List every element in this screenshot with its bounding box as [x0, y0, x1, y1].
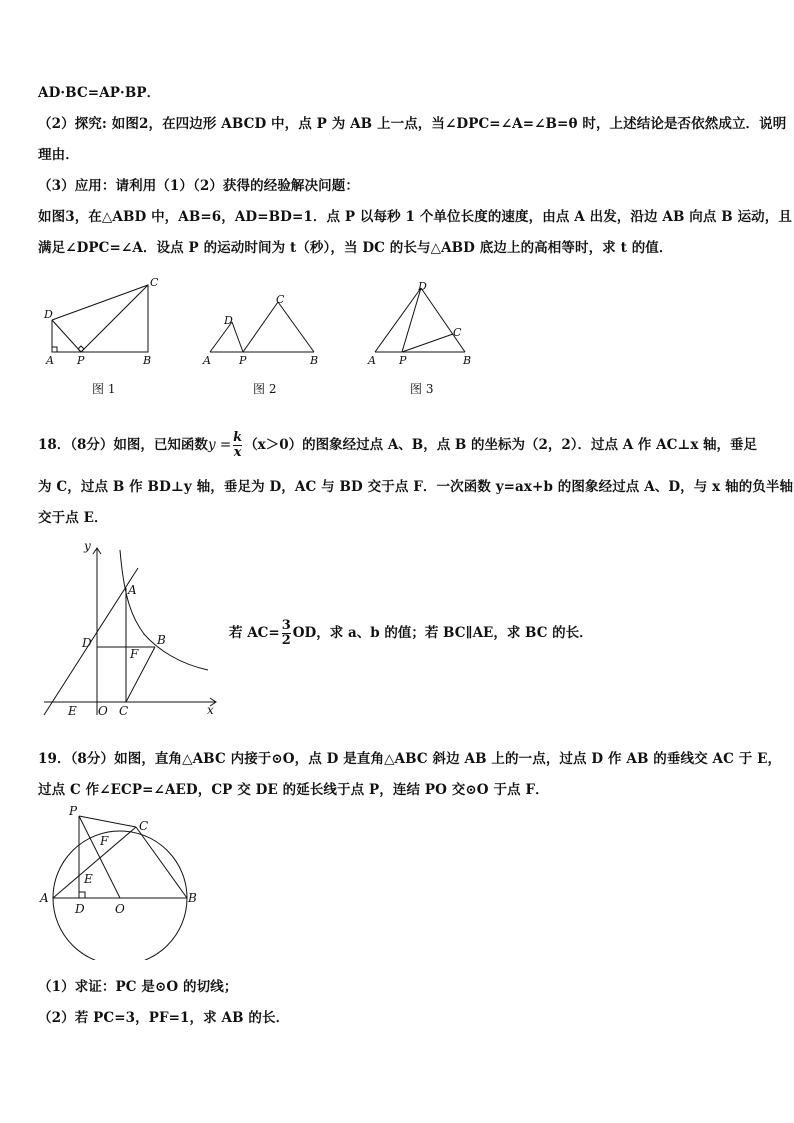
q18-line-1	[38, 431, 757, 460]
graph-label-o: O	[98, 704, 108, 718]
q18-rest: （x＞0）的图象经过点 A、B，点 B 的坐标为（2，2）．过点 A 作 AC⊥x 轴，垂足	[244, 437, 758, 453]
q18-line-3: 交于点 E．	[38, 510, 108, 526]
fig1-caption: 图 1	[92, 382, 116, 396]
text-line-6: 满足∠DPC=∠A．设点 P 的运动时间为 t（秒），当 DC 的长与△ABD 底边上的高相等时，求 t 的值．	[38, 240, 673, 256]
q19-line-1: 19．（8分）如图，直角△ABC 内接于⊙O，点 D 是直角△ABC 斜边 AB 上的一点，过点 D 作 AB 的垂线交 AC 于 E，	[38, 751, 782, 767]
fig2-label-d: D	[224, 314, 233, 327]
q18-side-intro: 若 AC=	[229, 625, 280, 641]
fig3-label-p: P	[399, 354, 407, 367]
q18-intro: 18．（8分）如图，已知函数	[38, 437, 208, 453]
circle-label-a: A	[40, 891, 49, 905]
fig1-label-d: D	[44, 308, 53, 321]
function-graph	[40, 538, 225, 720]
fig2-label-c: C	[276, 293, 285, 306]
circle-label-f: F	[100, 834, 109, 848]
graph-label-x: x	[207, 703, 214, 717]
text-line-4: （3）应用：请利用（1）（2）获得的经验解决问题：	[38, 178, 359, 194]
fig3-caption: 图 3	[410, 382, 434, 396]
q18-y-equals: y =	[207, 437, 232, 453]
q19-line-2: 过点 C 作∠ECP=∠AED，CP 交 DE 的延长线于点 P，连结 PO 交⊙O 于点 F．	[38, 782, 549, 798]
graph-label-a: A	[128, 583, 137, 597]
circle-label-o: O	[115, 902, 125, 916]
graph-label-e: E	[68, 704, 77, 718]
circle-label-b: B	[188, 891, 197, 905]
fig2-caption: 图 2	[253, 382, 277, 396]
fig1-label-p: P	[77, 354, 85, 367]
q18-side-fraction	[282, 619, 291, 648]
graph-label-d: D	[82, 636, 92, 650]
fig3-label-d: D	[418, 280, 427, 293]
fig2-label-p: P	[239, 354, 247, 367]
q18-fraction	[233, 431, 242, 460]
q18-side-den: 2	[281, 633, 291, 648]
q19-part-2: （2）若 PC=3，PF=1，求 AB 的长．	[38, 1010, 290, 1026]
q18-line-2: 为 C，过点 B 作 BD⊥y 轴，垂足为 D，AC 与 BD 交于点 F．一次函数 y=ax+b 的图象经过点 A、D，与 x 轴的负半轴	[38, 479, 794, 495]
fig1-label-c: C	[150, 276, 159, 289]
fig1-label-b: B	[143, 354, 152, 367]
fig3-label-c: C	[453, 326, 462, 339]
graph-label-f: F	[130, 647, 139, 661]
circle-figure	[36, 800, 206, 960]
graph-label-b: B	[157, 633, 166, 647]
graph-label-c: C	[119, 704, 129, 718]
circle-label-e: E	[84, 872, 93, 886]
q18-side-rest: OD，求 a、b 的值；若 BC∥AE，求 BC 的长．	[292, 625, 593, 641]
fig2-label-a: A	[203, 354, 211, 367]
text-line-3: 理由．	[38, 147, 79, 163]
fig3-label-b: B	[463, 354, 472, 367]
circle-label-p: P	[69, 804, 78, 818]
q18-side-num: 3	[281, 618, 291, 633]
q18-frac-num: k	[233, 430, 243, 445]
text-line-5: 如图3，在△ABD 中，AB=6，AD=BD=1．点 P 以每秒 1 个单位长度的速度，由点 A 出发，沿边 AB 向点 B 运动，且	[38, 209, 792, 225]
graph-label-y: y	[84, 539, 91, 553]
q18-side-question	[229, 619, 593, 648]
circle-label-c: C	[139, 819, 149, 833]
fig1-label-a: A	[46, 354, 54, 367]
circle-label-d: D	[75, 902, 85, 916]
q19-part-1: （1）求证：PC 是⊙O 的切线；	[38, 979, 238, 995]
triangle-figures	[30, 272, 490, 380]
text-line-1: AD·BC=AP·BP．	[38, 85, 161, 101]
fig3-label-a: A	[368, 354, 376, 367]
text-line-2: （2）探究: 如图2，在四边形 ABCD 中，点 P 为 AB 上一点，当∠DPC=∠A=∠B=θ 时，上述结论是否依然成立．说明	[38, 116, 787, 132]
fig2-label-b: B	[310, 354, 319, 367]
q18-frac-den: x	[233, 445, 242, 460]
